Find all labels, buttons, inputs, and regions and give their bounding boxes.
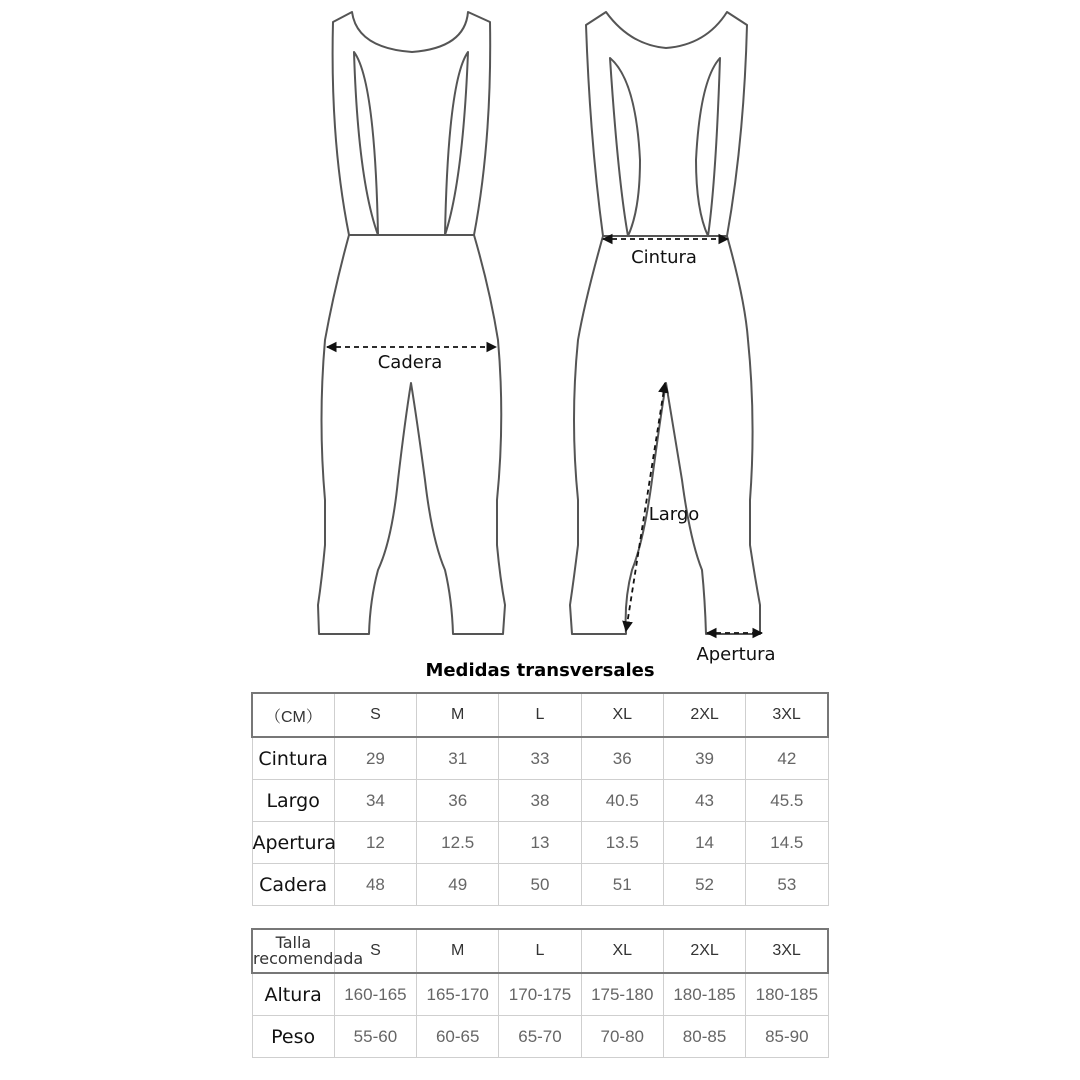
table-cell: 180-185 xyxy=(663,973,745,1016)
size-header: L xyxy=(499,929,581,973)
table-cell: 12 xyxy=(334,822,416,864)
table-cell: 55-60 xyxy=(334,1016,416,1058)
recommended-size-table xyxy=(251,928,829,1058)
recommended-size-header: Talla recomendada xyxy=(252,929,334,973)
table-cell: 33 xyxy=(499,737,581,780)
table-cell: 14.5 xyxy=(746,822,828,864)
size-header: 3XL xyxy=(746,929,828,973)
row-label: Cintura xyxy=(252,737,334,780)
table-cell: 36 xyxy=(581,737,663,780)
table-cell: 52 xyxy=(663,864,745,906)
back-view xyxy=(570,12,776,665)
front-bib-right-panel xyxy=(445,52,468,235)
back-bib-outline xyxy=(586,12,747,236)
back-shorts-outline xyxy=(570,236,760,634)
recommended-header-row xyxy=(252,929,828,973)
size-header: 3XL xyxy=(746,693,828,737)
table-cell: 31 xyxy=(417,737,499,780)
measures-header-row xyxy=(252,693,828,737)
front-shorts-outline xyxy=(318,235,505,634)
row-label: Apertura xyxy=(252,822,334,864)
table-cell: 38 xyxy=(499,780,581,822)
table-cell: 45.5 xyxy=(746,780,828,822)
size-header: M xyxy=(417,693,499,737)
waist-label: Cintura xyxy=(631,247,697,268)
table-cell: 48 xyxy=(334,864,416,906)
size-header: 2XL xyxy=(663,929,745,973)
table-cell: 12.5 xyxy=(417,822,499,864)
table-cell: 53 xyxy=(746,864,828,906)
table-cell: 160-165 xyxy=(334,973,416,1016)
table-cell: 65-70 xyxy=(499,1016,581,1058)
hip-label: Cadera xyxy=(377,352,443,373)
unit-header: （CM） xyxy=(252,693,334,737)
table-row xyxy=(252,780,828,822)
row-label: Peso xyxy=(252,1016,334,1058)
table-cell: 70-80 xyxy=(581,1016,663,1058)
table-cell: 34 xyxy=(334,780,416,822)
table-cell: 42 xyxy=(746,737,828,780)
table-cell: 40.5 xyxy=(581,780,663,822)
table-row xyxy=(252,1016,828,1058)
size-header: M xyxy=(417,929,499,973)
table-cell: 51 xyxy=(581,864,663,906)
length-label: Largo xyxy=(648,504,700,525)
size-header: XL xyxy=(581,929,663,973)
table-cell: 50 xyxy=(499,864,581,906)
front-view xyxy=(318,12,505,634)
table-cell: 36 xyxy=(417,780,499,822)
table-cell: 80-85 xyxy=(663,1016,745,1058)
table-cell: 170-175 xyxy=(499,973,581,1016)
table-row xyxy=(252,737,828,780)
table-cell: 39 xyxy=(663,737,745,780)
back-bib-right-panel xyxy=(696,58,720,236)
table-cell: 165-170 xyxy=(417,973,499,1016)
size-header: S xyxy=(334,693,416,737)
leg-opening-label: Apertura xyxy=(696,644,776,665)
table-cell: 13.5 xyxy=(581,822,663,864)
size-header: S xyxy=(334,929,416,973)
table-row xyxy=(252,973,828,1016)
table-row xyxy=(252,864,828,906)
table-cell: 85-90 xyxy=(746,1016,828,1058)
size-header: XL xyxy=(581,693,663,737)
table-title: Medidas transversales xyxy=(425,660,655,681)
table-cell: 29 xyxy=(334,737,416,780)
size-header: 2XL xyxy=(663,693,745,737)
front-bib-left-panel xyxy=(354,52,378,235)
back-bib-left-panel xyxy=(610,58,640,236)
table-cell: 60-65 xyxy=(417,1016,499,1058)
front-bib-outline xyxy=(333,12,491,235)
size-header: L xyxy=(499,693,581,737)
table-cell: 49 xyxy=(417,864,499,906)
row-label: Cadera xyxy=(252,864,334,906)
row-label: Altura xyxy=(252,973,334,1016)
table-cell: 14 xyxy=(663,822,745,864)
table-cell: 43 xyxy=(663,780,745,822)
table-cell: 175-180 xyxy=(581,973,663,1016)
table-row xyxy=(252,822,828,864)
table-cell: 180-185 xyxy=(746,973,828,1016)
row-label: Largo xyxy=(252,780,334,822)
measures-table xyxy=(251,692,829,906)
table-cell: 13 xyxy=(499,822,581,864)
